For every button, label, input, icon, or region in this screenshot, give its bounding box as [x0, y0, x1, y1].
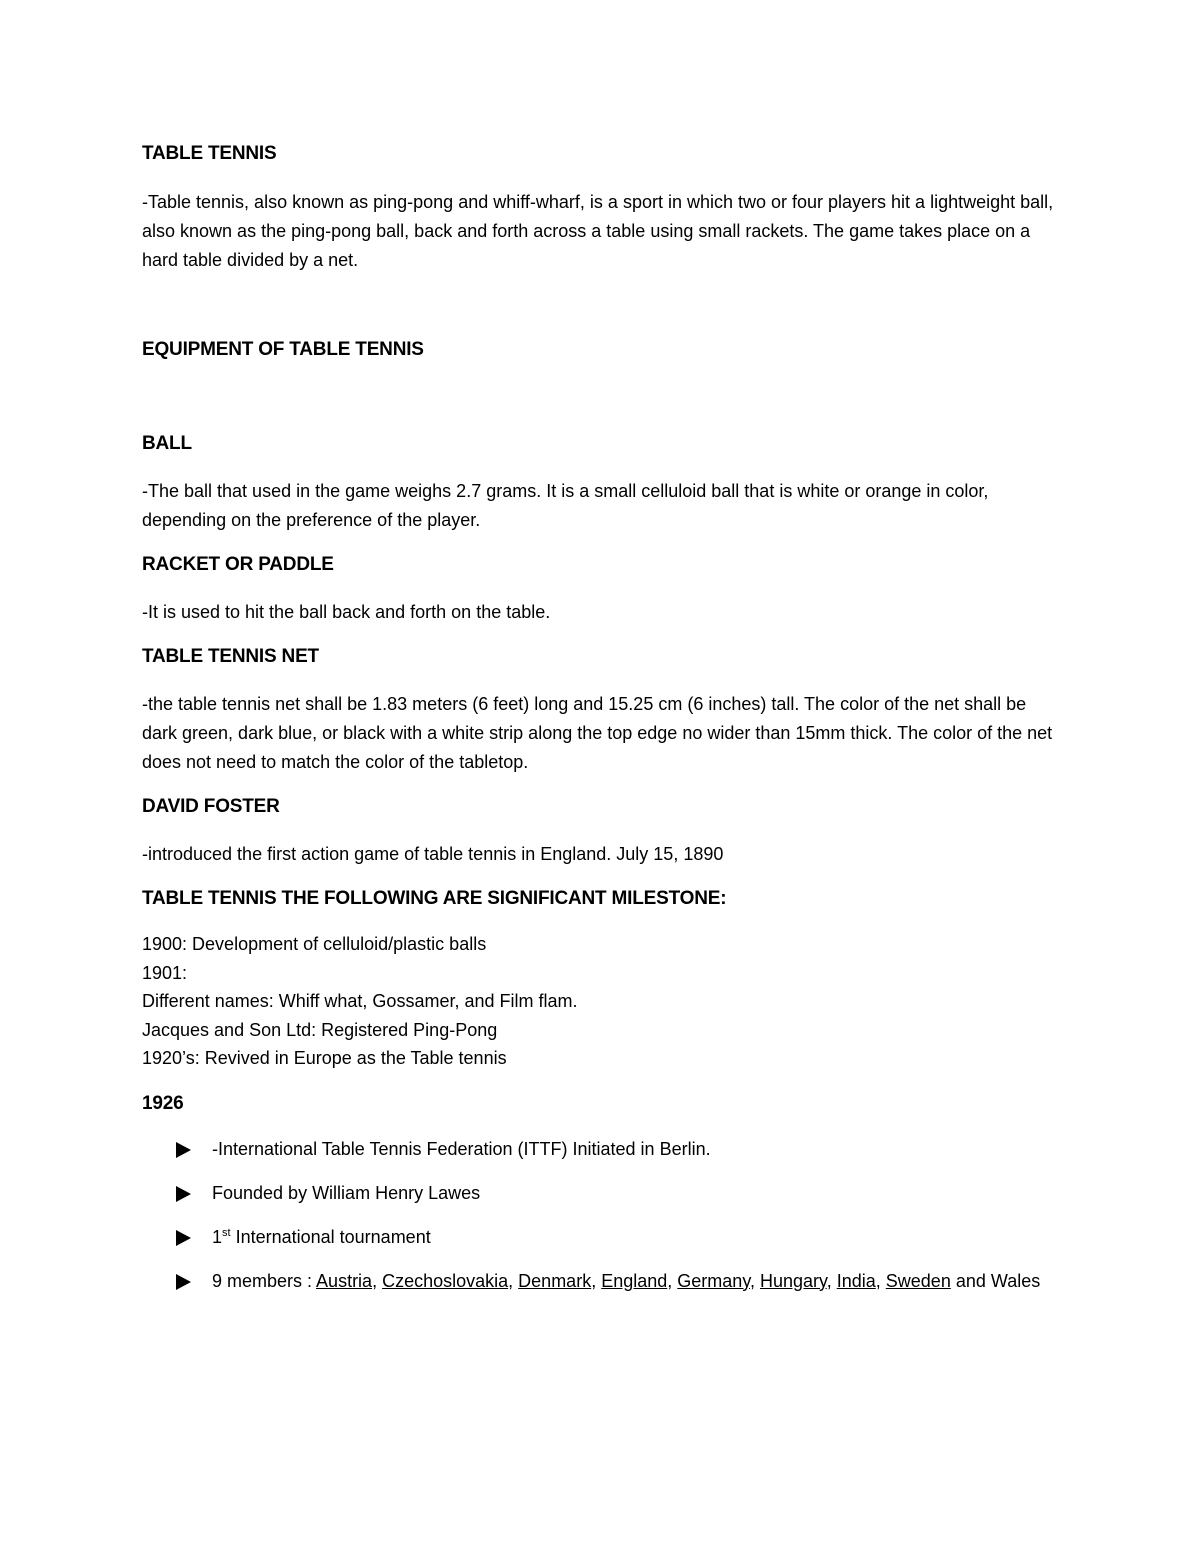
bullet-item	[142, 1267, 1062, 1296]
ordinal-suffix: st	[222, 1226, 231, 1239]
bullet-text: International tournament	[230, 1226, 431, 1247]
triangle-bullet-icon	[176, 1274, 191, 1290]
equipment-heading: EQUIPMENT OF TABLE TENNIS	[142, 339, 424, 360]
country-link-denmark[interactable]: Denmark	[518, 1270, 592, 1291]
bullet-item	[142, 1135, 1062, 1164]
list-separator: ,	[372, 1270, 383, 1291]
country-wales: Wales	[990, 1270, 1041, 1291]
milestone-line: 1901:	[142, 962, 188, 983]
bullet-text-number: 1	[212, 1226, 223, 1247]
milestone-line: 1900: Development of celluloid/plastic balls	[142, 934, 487, 954]
list-separator: ,	[826, 1270, 837, 1291]
country-link-england[interactable]: England	[601, 1270, 668, 1291]
intro-paragraph: -Table tennis, also known as ping-pong and whiff-wharf, is a sport in which two or four players hit a lightweight ball, also known as the ping-pong ball, back and forth across a table using small rackets. The game takes place on a hard table divided by a net.	[142, 192, 1054, 270]
net-heading: TABLE TENNIS NET	[142, 646, 319, 667]
country-link-germany[interactable]: Germany	[677, 1270, 750, 1291]
triangle-bullet-icon	[176, 1230, 191, 1246]
milestones-list	[142, 930, 1062, 1073]
milestone-line: Jacques and Son Ltd: Registered Ping-Pong	[142, 1019, 498, 1040]
list-separator: ,	[508, 1270, 519, 1291]
bullet-text: -International Table Tennis Federation (ITTF) Initiated in Berlin.	[212, 1138, 711, 1159]
bullet-item	[142, 1223, 1062, 1252]
milestone-line: Different names: Whiff what, Gossamer, and Film flam.	[142, 991, 578, 1011]
country-link-austria[interactable]: Austria	[316, 1270, 373, 1291]
bullet-text: and	[950, 1270, 991, 1291]
document-page	[142, 140, 1062, 1296]
triangle-bullet-icon	[176, 1142, 191, 1158]
racket-paragraph: -It is used to hit the ball back and forth on the table.	[142, 602, 551, 622]
list-separator: ,	[875, 1270, 886, 1291]
year-1926-heading: 1926	[142, 1092, 184, 1114]
racket-heading: RACKET OR PADDLE	[142, 554, 334, 575]
net-paragraph: -the table tennis net shall be 1.83 meters (6 feet) long and 15.25 cm (6 inches) tall. The color of the net shall be dark green, dark blue, or black with a white strip along the top edge no wider than 15mm thick. The color of the net does not need to match the color of the tabletop.	[142, 694, 1053, 772]
country-link-sweden[interactable]: Sweden	[885, 1270, 951, 1291]
list-separator: ,	[667, 1270, 678, 1291]
triangle-bullet-icon	[176, 1186, 191, 1202]
milestone-line: 1920’s: Revived in Europe as the Table tennis	[142, 1048, 507, 1068]
country-link-czechoslovakia[interactable]: Czechoslovakia	[382, 1270, 509, 1291]
foster-paragraph: -introduced the first action game of table tennis in England. July 15, 1890	[142, 844, 724, 864]
foster-heading: DAVID FOSTER	[142, 796, 280, 817]
year-1926-bullet-list	[142, 1135, 1062, 1296]
ball-heading: BALL	[142, 433, 192, 454]
milestones-heading: TABLE TENNIS THE FOLLOWING ARE SIGNIFICANT MILESTONE:	[142, 888, 727, 909]
page-title: TABLE TENNIS	[142, 143, 277, 164]
ball-paragraph: -The ball that used in the game weighs 2.7 grams. It is a small celluloid ball that is white or orange in color, depending on the preference of the player.	[142, 481, 989, 530]
country-link-india[interactable]: India	[836, 1270, 876, 1291]
bullet-text: 9 members :	[212, 1270, 317, 1291]
bullet-text: Founded by William Henry Lawes	[212, 1182, 481, 1203]
country-link-hungary[interactable]: Hungary	[760, 1270, 827, 1291]
list-separator: ,	[591, 1270, 602, 1291]
list-separator: ,	[749, 1270, 760, 1291]
bullet-item	[142, 1179, 1062, 1208]
